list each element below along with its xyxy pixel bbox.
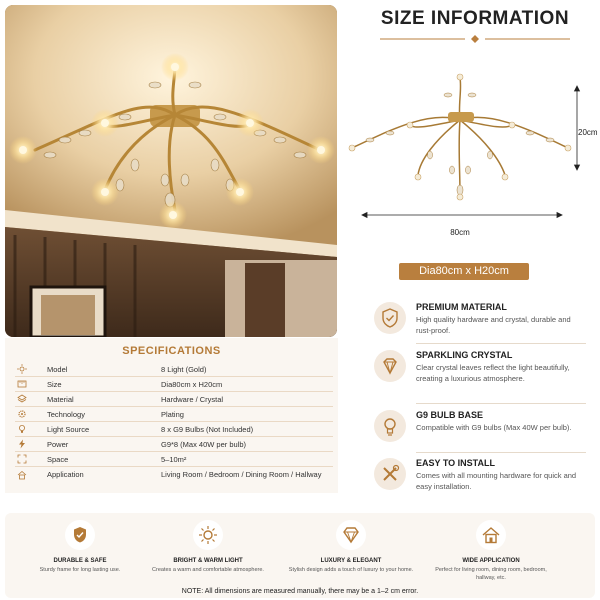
diamond-icon	[374, 350, 406, 382]
title-divider	[380, 35, 570, 43]
bottom-feature-title: BRIGHT & WARM LIGHT	[173, 558, 243, 564]
bolt-icon	[15, 439, 29, 449]
feature-title: G9 BULB BASE	[416, 410, 484, 420]
bottom-feature-luxury	[286, 520, 416, 574]
home-icon	[15, 470, 29, 480]
spec-row-material	[15, 392, 333, 407]
spec-key: Power	[47, 439, 69, 449]
shield-check-icon	[374, 302, 406, 334]
bottom-feature-title: DURABLE & SAFE	[53, 558, 107, 564]
feature-desc: High quality hardware and crystal, durable and rust-proof.	[416, 315, 571, 335]
feature-title: PREMIUM MATERIAL	[416, 302, 507, 312]
specifications-title: SPECIFICATIONS	[122, 345, 221, 357]
spec-key: Light Source	[47, 424, 90, 434]
home-icon	[476, 520, 506, 550]
width-dimension-label: 80cm	[450, 228, 470, 237]
spec-value: Dia80cm x H20cm	[161, 379, 223, 389]
sun-icon	[15, 364, 29, 374]
spec-key: Material	[47, 394, 74, 404]
bottom-feature-desc: Sturdy frame for long lasting use.	[39, 567, 121, 573]
tools-icon	[374, 458, 406, 490]
spec-row-power	[15, 437, 333, 452]
spec-key: Size	[47, 379, 62, 389]
measurement-note: NOTE: All dimensions are measured manually, there may be a 1–2 cm error.	[181, 588, 419, 595]
bulb-icon	[15, 424, 29, 434]
layers-icon	[15, 394, 29, 404]
spec-row-size	[15, 377, 333, 392]
bottom-feature-application	[426, 520, 556, 582]
spec-value: 8 x G9 Bulbs (Not Included)	[161, 424, 254, 434]
spec-row-application	[15, 467, 333, 482]
feature-desc: Compatible with G9 bulbs (Max 40W per bulb).	[416, 423, 572, 432]
bottom-feature-desc: Perfect for living room, dining room, bedroom, hallway, etc.	[435, 567, 547, 581]
bottom-feature-title: LUXURY & ELEGANT	[320, 558, 382, 564]
diamond-icon	[336, 520, 366, 550]
feature-divider	[416, 452, 586, 453]
feature-desc: Clear crystal leaves reflect the light beautifully, creating a luxurious atmosphere.	[416, 363, 570, 383]
ruler-icon	[15, 379, 29, 389]
feature-desc: Comes with all mounting hardware for quick and easy installation.	[416, 471, 577, 491]
spec-key: Model	[47, 364, 68, 374]
chandelier-size-diagram	[340, 60, 600, 250]
spec-value: Plating	[161, 409, 184, 419]
spec-key: Technology	[47, 409, 85, 419]
spec-value: 5–10m²	[161, 454, 187, 464]
spec-row-technology	[15, 407, 333, 422]
bottom-feature-title: WIDE APPLICATION	[462, 558, 520, 564]
bottom-feature-durable	[15, 520, 145, 574]
spec-row-light-source	[15, 422, 333, 437]
bottom-feature-bright	[143, 520, 273, 574]
spec-key: Space	[47, 454, 69, 464]
size-info-title: SIZE INFORMATION	[380, 8, 570, 29]
spec-value: G9*8 (Max 40W per bulb)	[161, 439, 247, 449]
feature-title: SPARKLING CRYSTAL	[416, 350, 513, 360]
spec-key: Application	[47, 470, 84, 479]
spec-value: Living Room / Bedroom / Dining Room / Hallway	[161, 470, 322, 479]
height-dimension-label: 20cm	[578, 128, 598, 137]
spec-row-model	[15, 362, 333, 377]
dimension-badge: Dia80cm x H20cm	[399, 263, 529, 280]
feature-title: EASY TO INSTALL	[416, 458, 496, 468]
feature-divider	[416, 403, 586, 404]
spec-row-space	[15, 452, 333, 467]
shield-check-icon	[65, 520, 95, 550]
gear-icon	[15, 409, 29, 419]
bulb-icon	[374, 410, 406, 442]
feature-divider	[416, 343, 586, 344]
expand-icon	[15, 454, 29, 464]
bottom-feature-desc: Stylish design adds a touch of luxury to your home.	[288, 567, 414, 573]
spec-value: Hardware / Crystal	[161, 394, 224, 404]
product-photo	[5, 5, 337, 337]
sun-icon	[193, 520, 223, 550]
bottom-feature-desc: Creates a warm and comfortable atmosphere.	[152, 567, 264, 573]
spec-value: 8 Light (Gold)	[161, 364, 207, 374]
